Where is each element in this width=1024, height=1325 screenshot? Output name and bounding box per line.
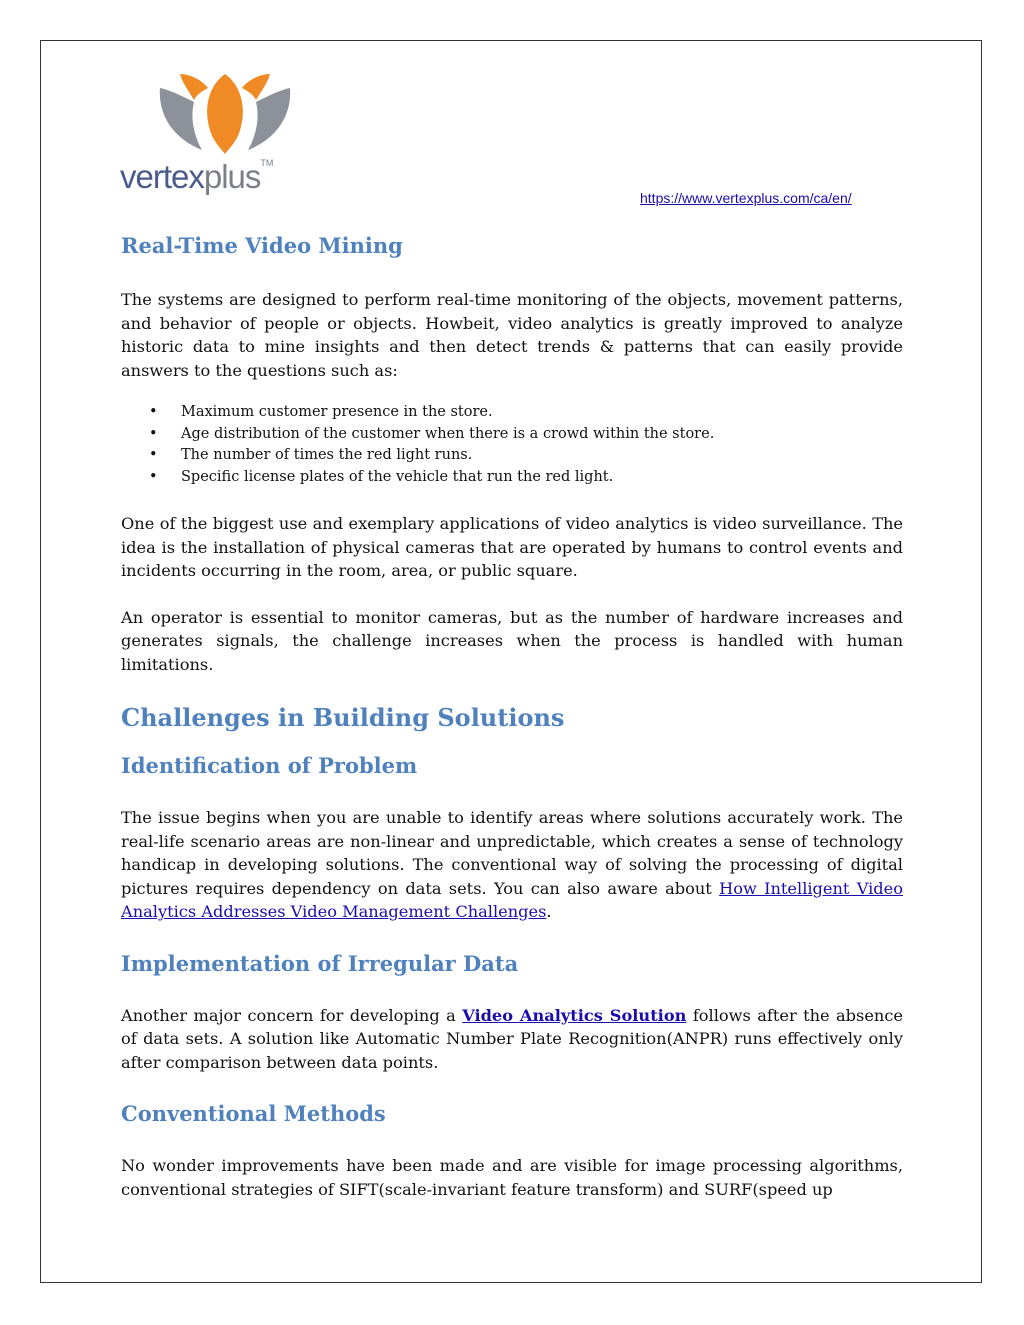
paragraph-irregular-data: Another major concern for developing a Video Analytics Solution follows after the absence of data sets. A solution like Automatic Number Plate Recognition(ANPR) runs effectively only after comparison between data points.: [121, 1005, 904, 1072]
intelligent-video-analytics-link[interactable]: How Intelligent Video Analytics Addresses Video Management Challenges: [121, 878, 903, 921]
website-url-link[interactable]: https://www.vertexplus.com/ca/en/: [640, 190, 852, 206]
paragraph-conventional: No wonder improvements have been made and are visible for image processing algorithms, conventional strategies of SIFT(scale-invariant feature transform) and SURF(speed up: [121, 1156, 903, 1199]
paragraph-operator: An operator is essential to monitor cameras, but as the number of hardware increases and generates signals, the challenge increases when the process is handled with human limitations.: [121, 607, 903, 674]
paragraph-surveillance: One of the biggest use and exemplary applications of video analytics is video surveillance. The idea is the installation of physical cameras that are operated by humans to control events and incidents occurring in the room, area, or public square.: [121, 514, 903, 580]
list-item: • Specific license plates of the vehicle that run the red light.: [121, 467, 903, 489]
bullet-list: [121, 402, 903, 488]
vertexplus-logo[interactable]: [120, 60, 290, 200]
paragraph-intro: The systems are designed to perform real-time monitoring of the objects, movement patterns, and behavior of people or objects. Howbeit, video analytics is greatly improved to analyze historic data to mine insights and then detect trends & patterns that can easily provide answers to the questions such as:: [121, 290, 903, 380]
video-analytics-solution-link[interactable]: Video Analytics Solution: [462, 1005, 687, 1025]
logo-wordmark: vertexplus™: [120, 158, 274, 195]
heading-irregular-data: Implementation of Irregular Data: [121, 950, 519, 976]
list-item: • Age distribution of the customer when there is a crowd within the store.: [121, 424, 903, 446]
heading-challenges: Challenges in Building Solutions: [121, 703, 565, 732]
logo-emblem-icon: [150, 66, 300, 162]
heading-real-time-video-mining: Real-Time Video Mining: [121, 233, 403, 258]
list-item: • Maximum customer presence in the store.: [121, 402, 903, 424]
paragraph-identification: The issue begins when you are unable to identify areas where solutions accurately work. The real-life scenario areas are non-linear and unpredictable, which creates a sense of technology handicap in developing solutions. The conventional way of solving the processing of digital pictures requires dependency on data sets. You can also aware about How Intelligent Video Analytics Addresses Video Management Challenges.: [121, 808, 903, 921]
document-body: [121, 232, 903, 1201]
heading-identification-of-problem: Identification of Problem: [121, 753, 418, 778]
heading-conventional-methods: Conventional Methods: [121, 1101, 386, 1126]
list-item: • The number of times the red light runs.: [121, 445, 903, 467]
